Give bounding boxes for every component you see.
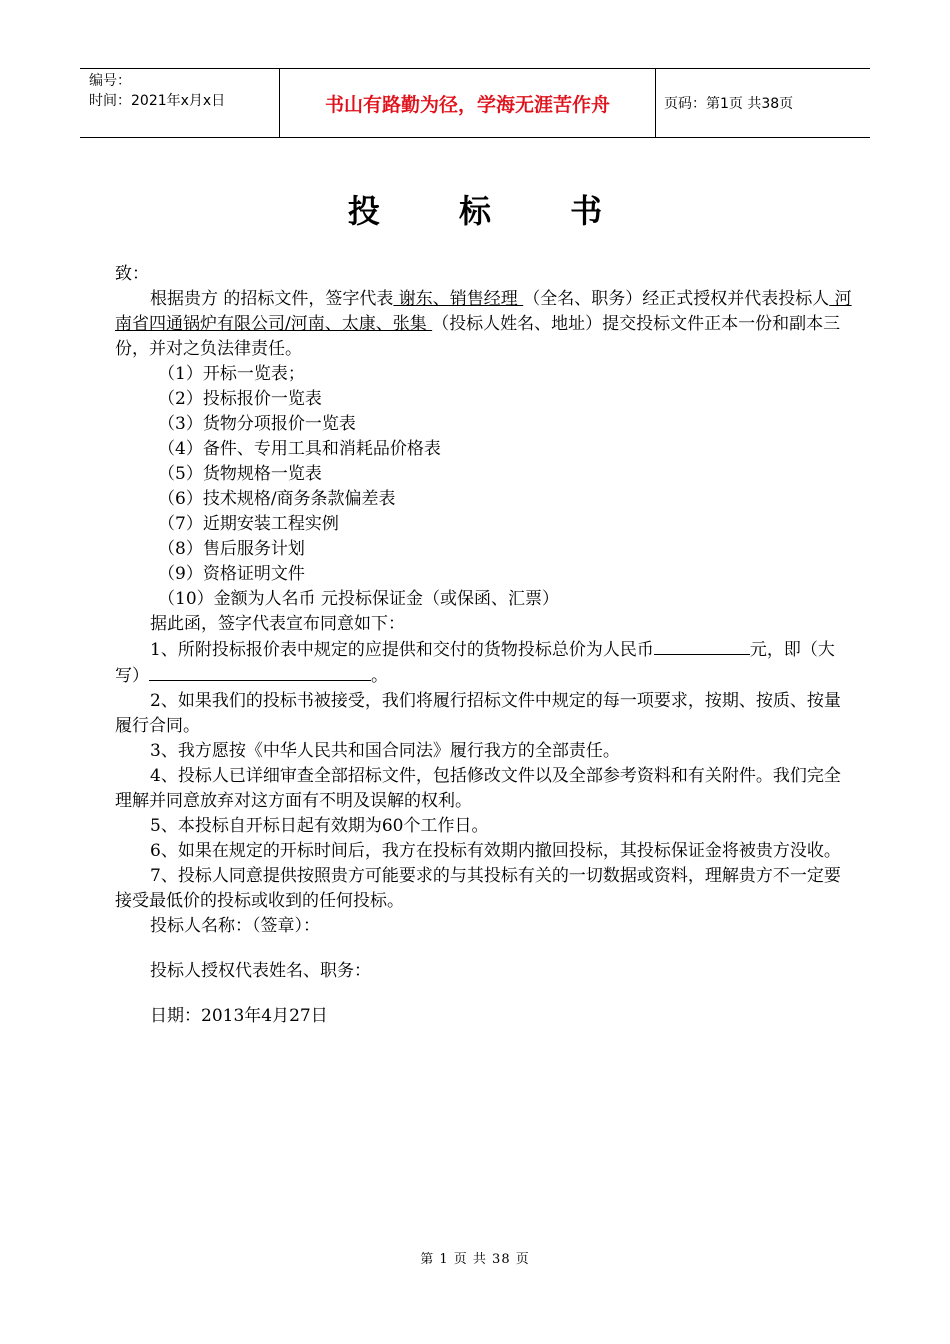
clause-1 <box>115 637 855 689</box>
clause-1-text-c: 。 <box>371 666 388 686</box>
clause-1-text-b: 元，即（大写） <box>115 640 835 686</box>
clause-6: 6、如果在规定的开标时间后，我方在投标有效期内撤回投标，其投标保证金将被贵方没收。 <box>150 841 841 861</box>
intro-text-3: （投标人姓名、地址）提交投标文件正本一份和副本三份，并对之负法律责任。 <box>115 314 841 359</box>
spacer <box>115 984 855 1004</box>
document-number-label: 编号： <box>89 73 131 89</box>
list-item: （9）资格证明文件 <box>158 564 305 584</box>
clause-5: 5、本投标自开标日起有效期为60个工作日。 <box>150 816 489 836</box>
bidder-name-signature: 投标人名称：（签章）： <box>150 916 320 936</box>
bidder-field: 河南省四通锅炉有限公司/河南、太康、张集 <box>115 289 852 334</box>
amount-in-words-blank <box>149 663 371 681</box>
document-time-label: 时间：2021年x月x日 <box>89 93 226 109</box>
list-item: （1）开标一览表； <box>158 364 305 384</box>
intro-text-2: （全名、职务）经正式授权并代表投标人 <box>523 289 830 309</box>
list-item: （2）投标报价一览表 <box>158 389 322 409</box>
list-item: （10）金额为人名币 元投标保证金（或保函、汇票） <box>158 589 560 609</box>
page-title: 投 标 书 <box>347 192 637 230</box>
date-line: 日期：2013年4月27日 <box>150 1006 328 1026</box>
document-body <box>115 262 855 1029</box>
signatory-field: 谢东、销售经理 <box>393 289 524 309</box>
clause-1-text-a: 1、所附投标报价表中规定的应提供和交付的货物投标总价为人民币 <box>150 640 654 660</box>
list-item: （5）货物规格一览表 <box>158 464 322 484</box>
authorized-rep-line: 投标人授权代表姓名、职务： <box>150 961 371 981</box>
header-left-cell <box>80 69 280 137</box>
list-item: （4）备件、专用工具和消耗品价格表 <box>158 439 441 459</box>
list-item: （3）货物分项报价一览表 <box>158 414 356 434</box>
list-item: （8）售后服务计划 <box>158 539 305 559</box>
header-page-label: 页码：第1页 共38页 <box>664 96 794 112</box>
clause-2: 2、如果我们的投标书被接受，我们将履行招标文件中规定的每一项要求，按期、按质、按量履行合同。 <box>115 691 841 736</box>
clause-7: 7、投标人同意提供按照贵方可能要求的与其投标有关的一切数据或资料，理解贵方不一定要接受最低价的投标或收到的任何投标。 <box>115 866 841 911</box>
declaration: 据此函，签字代表宣布同意如下： <box>150 614 405 634</box>
spacer <box>115 939 855 959</box>
salutation: 致： <box>115 264 149 284</box>
list-item: （7）近期安装工程实例 <box>158 514 339 534</box>
clause-4: 4、投标人已详细审查全部招标文件，包括修改文件以及全部参考资料和有关附件。我们完全理解并同意放弃对这方面有不明及误解的权利。 <box>115 766 841 811</box>
total-price-blank <box>654 637 750 655</box>
document-header <box>80 68 870 138</box>
intro-text-1: 根据贵方 的招标文件，签字代表 <box>150 289 394 309</box>
intro-paragraph <box>115 287 855 362</box>
list-item: （6）技术规格/商务条款偏差表 <box>158 489 396 509</box>
clause-3: 3、我方愿按《中华人民共和国合同法》履行我方的全部责任。 <box>150 741 620 761</box>
header-motto: 书山有路勤为径，学海无涯苦作舟 <box>280 69 656 137</box>
page-footer: 第 1 页 共 38 页 <box>420 1252 530 1267</box>
